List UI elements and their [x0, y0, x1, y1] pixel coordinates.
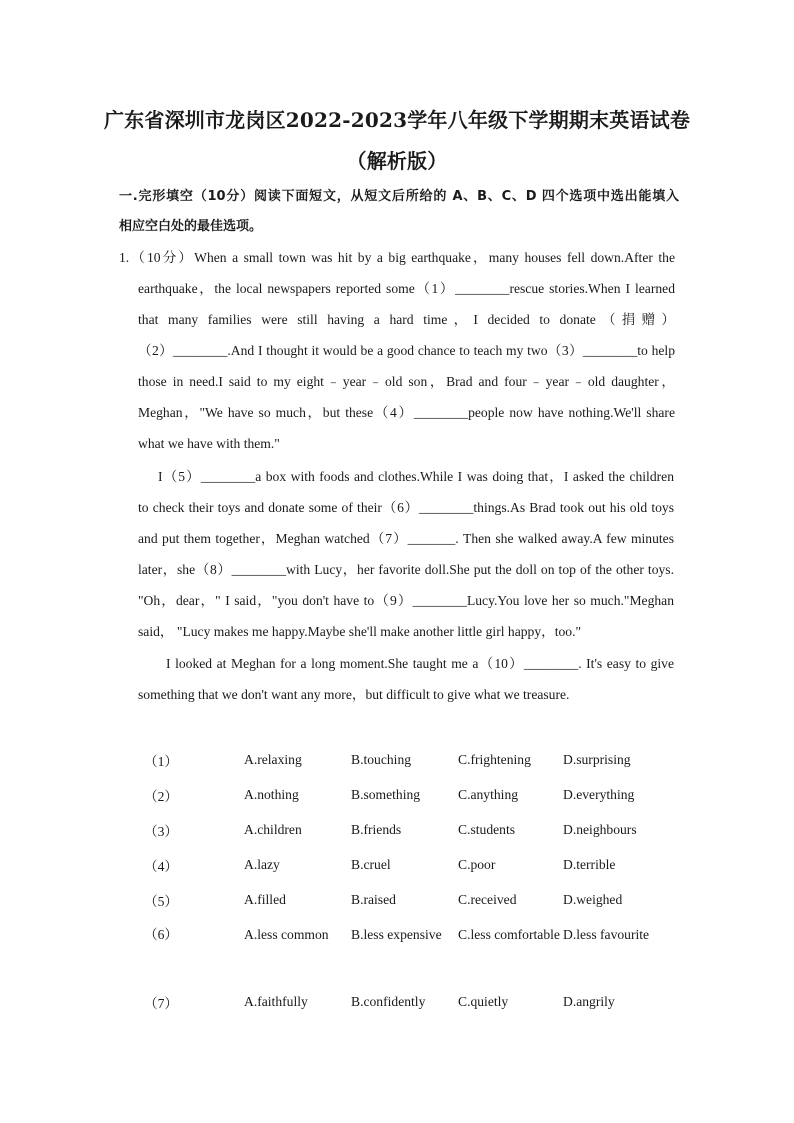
passage-line: 1.（10分）When a small town was hit by a big earthquake，many houses fell down.After the [119, 250, 675, 265]
option-c: C.received [458, 892, 517, 907]
option-c: C.quietly [458, 994, 509, 1009]
option-a: A.relaxing [244, 751, 302, 767]
question-number: （7） [144, 995, 178, 1011]
page-title: 广东省深圳市龙岗区2022-2023学年八年级下学期期末英语试卷 [103, 108, 691, 132]
option-d: D.neighbours [563, 821, 637, 837]
passage-line: I looked at Meghan for a long moment.She taught me a（10）________. It's easy to give [166, 656, 674, 671]
option-row [138, 777, 678, 812]
option-d: D.angrily [563, 993, 615, 1009]
passage-line: those in need.I said to my eight﹣year﹣old son，Brad and four﹣year﹣old daughter， [138, 374, 675, 389]
option-row [138, 917, 678, 984]
option-b: B.friends [351, 821, 402, 837]
option-a: A.filled [244, 891, 286, 907]
option-d: D.everything [563, 786, 635, 802]
question-number: （3） [144, 823, 178, 839]
option-d: D.less favourite [563, 927, 650, 942]
passage-line: and put them together，Meghan watched（7）_______. Then she walked away.A few minutes [138, 531, 674, 546]
option-b: B.something [351, 786, 421, 802]
options-table [138, 742, 678, 1019]
option-c: C.anything [458, 787, 519, 802]
question-number: （1） [144, 753, 178, 769]
option-c: C.poor [458, 857, 496, 872]
passage-line: I（5）________a box with foods and clothes.While I was doing that，I asked the children [158, 469, 674, 484]
option-c: C.students [458, 822, 516, 837]
passage-line: that many families were still having a hard time，I decided to donate（捐赠） [138, 312, 675, 327]
option-a: A.lazy [244, 856, 280, 872]
option-d: D.surprising [563, 751, 631, 767]
passage-line: something that we don't want any more，but difficult to give what we treasure. [138, 687, 570, 702]
section-instruction-line: 一.完形填空（10分）阅读下面短文，从短文后所给的 A、B、C、D 四个选项中选出能填入 [119, 189, 679, 204]
option-row [138, 984, 678, 1019]
passage-line: what we have with them." [138, 436, 280, 451]
passage-line: said， "Lucy makes me happy.Maybe she'll make another little girl happy，too." [138, 624, 582, 639]
option-a: A.nothing [244, 786, 299, 802]
option-b: B.cruel [351, 856, 391, 872]
option-b: B.less expensive [351, 927, 442, 942]
option-row [138, 812, 678, 847]
passage-line: （2）________.And I thought it would be a good chance to teach my two（3）________to help [138, 343, 675, 358]
page-subtitle: （解析版） [346, 149, 448, 173]
question-number: （2） [144, 788, 178, 804]
passage-line: "Oh，dear，" I said，"you don't have to（9）________Lucy.You love her so much."Meghan [138, 593, 674, 608]
passage-paragraph-1 [119, 242, 675, 459]
question-number: （6） [144, 927, 178, 942]
question-number: （5） [144, 893, 178, 909]
option-a: A.children [244, 821, 302, 837]
option-c: C.frightening [458, 752, 531, 767]
passage-paragraph-2 [138, 461, 674, 647]
option-b: B.raised [351, 891, 396, 907]
passage-line: Meghan，"We have so much，but these（4）________people now have nothing.We'll share [138, 405, 675, 420]
option-d: D.weighed [563, 891, 623, 907]
option-a: A.faithfully [244, 993, 308, 1009]
option-b: B.touching [351, 751, 412, 767]
passage-line: earthquake，the local newspapers reported some（1）________rescue stories.When I learned [138, 281, 675, 296]
option-row [138, 847, 678, 882]
passage-paragraph-3 [138, 648, 674, 710]
option-row [138, 742, 678, 777]
section-instruction-line: 相应空白处的最佳选项。 [119, 219, 263, 234]
option-d: D.terrible [563, 856, 616, 872]
option-a: A.less common [244, 927, 329, 942]
option-b: B.confidently [351, 993, 426, 1009]
passage-line: to check their toys and donate some of their（6）________things.As Brad took out his old toys [138, 500, 674, 515]
option-row [138, 882, 678, 917]
section-heading [119, 182, 679, 242]
option-c: C.less comfortable [458, 927, 560, 942]
passage-line: later，she（8）________with Lucy，her favorite doll.She put the doll on top of the other toys. [138, 562, 674, 577]
question-number: （4） [144, 858, 178, 874]
